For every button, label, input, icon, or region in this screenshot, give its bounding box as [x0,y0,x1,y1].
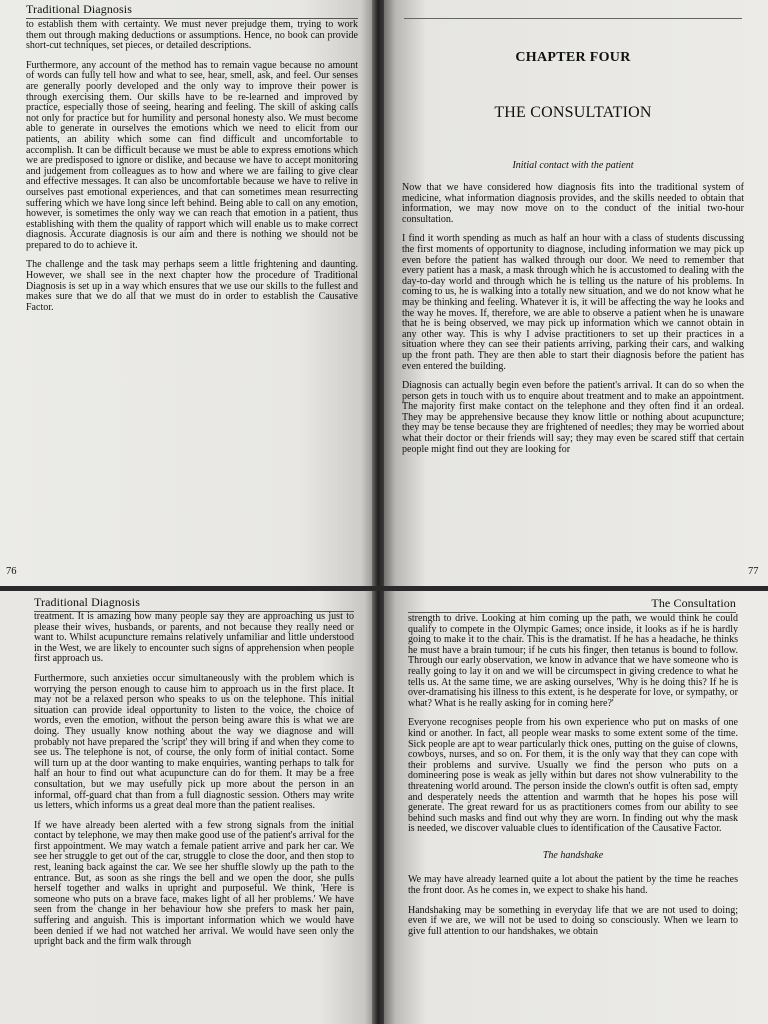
paragraph: I find it worth spending as much as half an hour with a class of students discussing the first moments of opportunity to diagnose, including information we may pick up even before the patient has walked through our door. We need to remember that every patient has a mask, a mask through which he is accustomed to dealing with the day-to-day world and through which he is telling us the nature of his problems. In coming to us, he is walking into a totally new situation, and we do not know what he may be thinking and feeling. Whatever it is, it will be affecting the way he looks and the way he moves. If, therefore, we are able to observe a patient when he is unaware that he is being observed, we may pick up information which we cannot obtain in any other way. This is why I advise practitioners to set up their practices in a situation where they can see their patients arriving, parking their cars, and walking up the front path. They are then able to start their diagnosis before the patient has even entered the building. [402,233,744,372]
paragraph: Everyone recognises people from his own experience who put on masks of one kind or another. In fact, all people wear masks to some extent some of the time. Sick people are apt to wear particularly thick ones, putting on the guise of clowns, cowboys, nurses, and so on. For them, it is the only way that they can cope with their problems and survive. Usually we find the person who puts on a domineering pose is weak as jelly within but dares not show vulnerability to the threatening world around. The person inside the clown's outfit is often sad, empty and desperately needs the attention and warmth that he hopes his pose will generate. The great reward for us as practitioners comes from our ability to see behind such masks and find out why they are worn. In finding out why the mask is needed, we discover valuable clues to identification of the Causative Factor. [408,717,738,835]
book-gutter [372,588,384,1024]
paragraph: Now that we have considered how diagnosis fits into the traditional system of medicine, what information diagnosis provides, and the skills needed to obtain that information, we may now move on to the conduct of the initial two-hour consultation. [402,182,744,225]
page-bottom-right [380,590,768,1024]
running-head: Traditional Diagnosis [26,2,358,19]
page-76 [0,0,376,588]
page-number: 77 [748,566,759,577]
paragraph: strength to drive. Looking at him coming up the path, we would think he could qualify to compete in the Olympic Games; once inside, it looks as if he is hardly going to make it to the chair. This is the dramatist. If he has a headache, he thinks he must have a brain tumour; if he cuts his finger, then tetanus is bound to follow. Through our early observation, we know in advance that we have someone who is really going to lay it on and we will be circumspect in giving credence to what he tells us. At the same time, we are asking ourselves, 'Why is he doing this? If he is over-dramatising his illness to this extent, is he desperate for love, or sympathy, or what? What is he really asking for in coming here?' [408,613,738,709]
body-text [26,20,358,322]
page-bottom-left [0,590,376,1024]
running-head: The Consultation [408,596,736,613]
book-gutter [372,0,384,588]
paragraph: Handshaking may be something in everyday life that we are not used to doing; even if we are, we will not be used to doing so consciously. When we learn to give full attention to our handshakes, we obtain [408,904,738,937]
paragraph: to establish them with certainty. We must never prejudge them, trying to work them out through making deductions or assumptions. Hence, no book can provide short-cut techniques, set pieces, or detailed descriptions. [26,19,358,52]
paragraph: Diagnosis can actually begin even before the patient's arrival. It can do so when the person gets in touch with us to enquire about treatment and to make an appointment. The majority first make contact on the telephone and they often find it an ordeal. They may be apprehensive because they know little or nothing about acupuncture; they may be tense because they are frightened of needles; they may be worried about what their doctor or their friends will say; they may even be scared stiff that certain people might find out they are looking for [402,380,744,455]
section-subheading: The handshake [542,849,604,861]
paragraph: Furthermore, any account of the method has to remain vague because no amount of words can fully tell how and what to see, hear, smell, ask, and feel. Our senses are generally poorly developed and the only way to improve their power is through exercising them. Our skills have to be re-learned and improved by practice, especially those of seeing, hearing and feeling. The skill of asking calls not only for practice but for humility and personal honesty also. We must become able to generate in ourselves the emotions which we need to elicit from our patients, an ability which some can find difficult and uncomfortable to accomplish. It can be difficult because we must be able to express emotions which we are predisposed to ignore or dislike, and because we have to accept monitoring and judgement from colleagues as to how and where we are failing to give clear and effective messages. It can also be uncomfortable because we have to relive in ourselves past emotional experiences, and that can sometimes mean resurrecting suffering which we have long since left behind. Being able to call on any emotion, however, is sometimes the only way we can reach that emotion in a patient, thus establishing with them the quality of rapport which will enable us to make correct diagnosis. Accurate diagnosis is our aim and there is nothing we should not be prepared to do to achieve it. [26,59,358,251]
page-77 [380,0,768,588]
paragraph: treatment. It is amazing how many people say they are approaching us just to please their wives, husbands, or parents, and not because they really need or want to. Whilst acupuncture remains relatively unfamiliar and little understood in the West, we are likely to encounter such signs of apprehension when people first approach us. [34,611,354,665]
paragraph: The challenge and the task may perhaps seem a little frightening and daunting. However, we shall see in the next chapter how the procedure of Traditional Diagnosis is set up in a way which ensures that we use our skills to the fullest and makes sure that we do all that we must do in order to establish the Causative Factor. [26,259,358,313]
paragraph: If we have already been alerted with a few strong signals from the initial contact by telephone, we may then make good use of the patient's arrival for the first appointment. We may watch a female patient arrive and park her car. We see her struggle to get out of the car, struggle to close the door, and then stop to rest, leaning back against the car. We see her shuffle slowly up the path to the entrance. But, as soon as she rings the bell and we open the door, she pulls herself together and walks in upright and purposeful. We think, 'Here is someone who puts on a brave face, makes light of all her problems.' We have seen from the change in her behaviour how she prefers to mask her pain, suffering and anguish. This is important information which we would have been denied if we had not watched her arrival. We would have seen only the upright back and the firm walk through [34,819,354,948]
scan-divider [0,586,768,591]
body-text [402,183,744,464]
body-text [34,612,354,957]
chapter-title: THE CONSULTATION [494,104,652,121]
paragraph: We may have already learned quite a lot about the patient by the time he reaches the front door. As he comes in, we expect to shake his hand. [408,874,738,897]
body-text [408,614,738,946]
running-head: Traditional Diagnosis [34,595,354,612]
paragraph: Furthermore, such anxieties occur simultaneously with the problem which is worrying the person enough to cause him to approach us in the first place. It may not be a relaxed person who speaks to us on the telephone. This initial situation can provide ideal opportunity to listen to the voice, the choice of words, even the emotion, without the person being aware this is what we are doing. They usually know nothing about the way we diagnose and will probably not have prepared the 'script' they will bring if and when they come to see us. The telephone is not, of course, the only form of initial contact. Some will turn up at the door wanting to make enquiries, wanting perhaps to talk for half an hour to find out what acupuncture can do for them. It may be a free consultation, but we may usefully pick up more about the person in an informal, off-guard chat than from a full diagnostic session. Others may write us letters, which informs us a great deal more than the patient realises. [34,672,354,812]
section-subheading: Initial contact with the patient [512,160,634,171]
chapter-number: CHAPTER FOUR [515,50,631,65]
top-rule [404,18,742,19]
page-number: 76 [6,566,17,577]
